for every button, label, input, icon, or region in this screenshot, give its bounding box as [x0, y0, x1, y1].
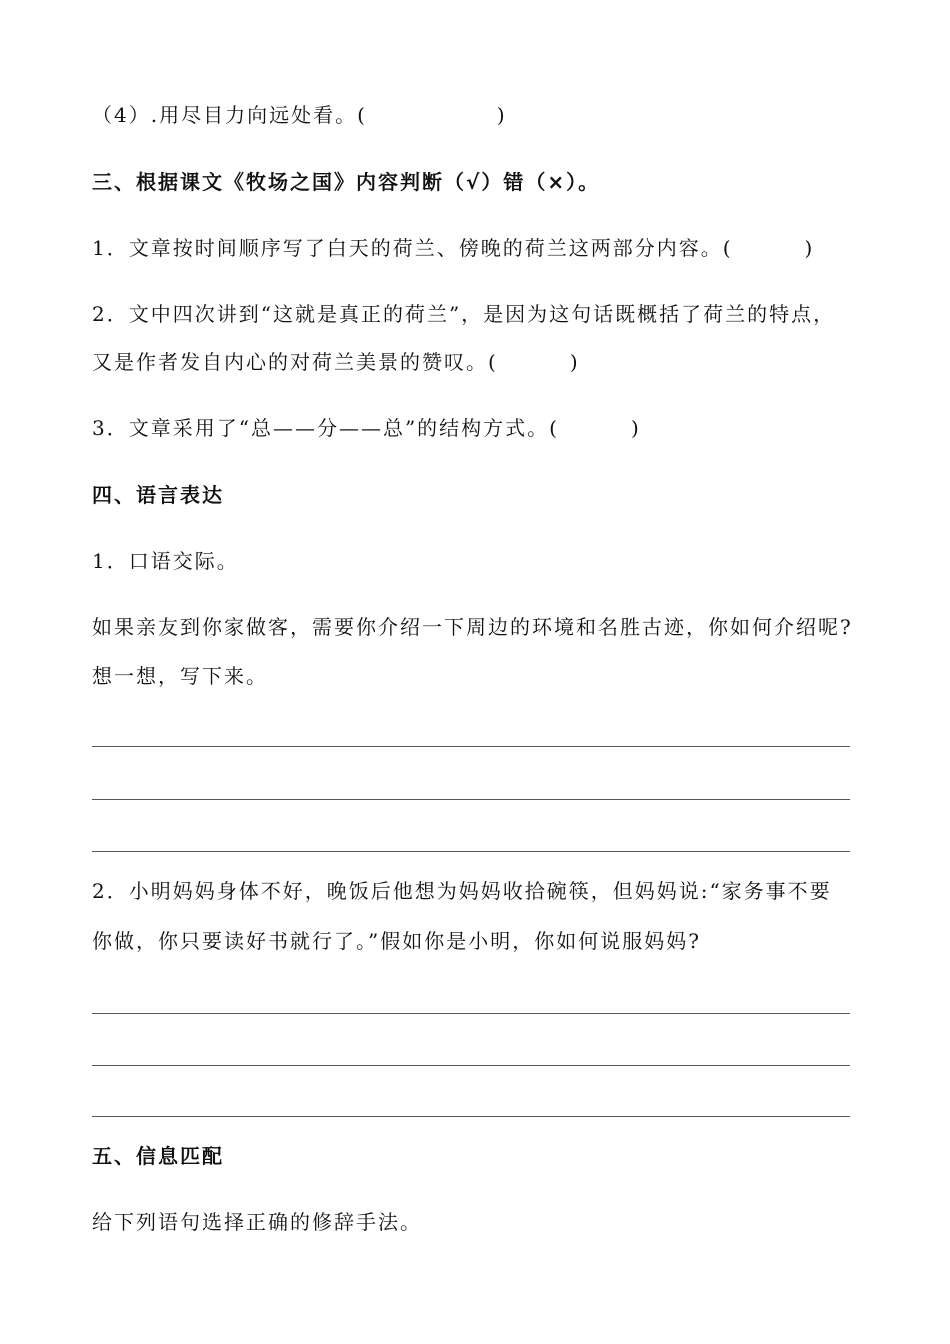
section-5-title: 五、信息匹配 [92, 1144, 224, 1168]
section-4-question-1-prompt-line-2: 想一想，写下来。 [92, 664, 268, 688]
section-5-instruction: 给下列语句选择正确的修辞手法。 [92, 1210, 422, 1234]
section-4-question-1-label: 1．口语交际。 [92, 549, 239, 573]
writing-line[interactable] [92, 1013, 850, 1014]
close-paren: ) [804, 236, 815, 260]
section-4-question-1-prompt-line-1: 如果亲友到你家做客，需要你介绍一下周边的环境和名胜古迹，你如何介绍呢? [92, 615, 853, 639]
close-paren: ) [569, 350, 580, 374]
section-3-question-2-line-2 [92, 348, 580, 376]
writing-line[interactable] [92, 746, 850, 747]
question-text: 3．文章采用了“总——分——总”的结构方式。( [92, 416, 559, 440]
writing-line[interactable] [92, 851, 850, 852]
writing-line[interactable] [92, 1116, 850, 1117]
question-text: 又是作者发自内心的对荷兰美景的赞叹。( [92, 350, 498, 374]
section-4-question-2-line-1: 2．小明妈妈身体不好，晚饭后他想为妈妈收拾碗筷，但妈妈说:“家务事不要 [92, 879, 832, 903]
close-paren: ) [630, 416, 641, 440]
question-text: （4）.用尽目力向远处看。( [92, 103, 367, 127]
section-4-title: 四、语言表达 [92, 483, 224, 507]
writing-line[interactable] [92, 1065, 850, 1066]
question-text: 1．文章按时间顺序写了白天的荷兰、傍晚的荷兰这两部分内容。( [92, 236, 733, 260]
section-3-question-1 [92, 234, 814, 262]
section-3-question-3 [92, 414, 641, 442]
question-2-4 [92, 101, 507, 129]
section-3-title: 三、根据课文《牧场之国》内容判断（√）错（×）。 [92, 170, 601, 194]
writing-line[interactable] [92, 799, 850, 800]
section-3-question-2-line-1: 2．文中四次讲到“这就是真正的荷兰”，是因为这句话既概括了荷兰的特点， [92, 302, 836, 326]
close-paren: ) [496, 103, 507, 127]
section-4-question-2-line-2: 你做，你只要读好书就行了。”假如你是小明，你如何说服妈妈? [92, 929, 701, 953]
